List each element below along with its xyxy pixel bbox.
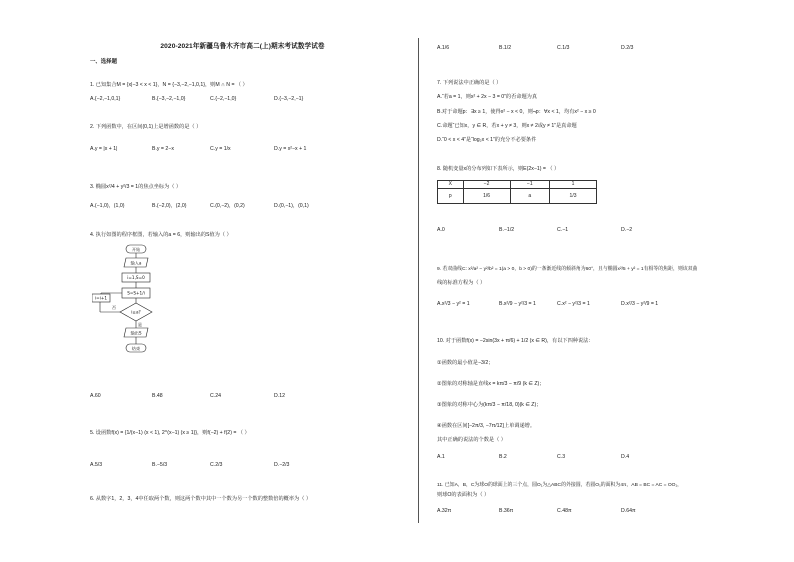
option-a: A.5/3	[90, 462, 103, 468]
option-a: A.x²/3 − y² = 1	[437, 301, 470, 307]
table-cell: a	[510, 189, 550, 204]
exam-title: 2020-2021年新疆乌鲁木齐市高二(上)期末考试数学试卷	[160, 43, 325, 50]
question-10-statement-4: ④函数在区间[−2π/3, −7π/12]上单调递增。	[437, 423, 536, 429]
question-2: 2. 下列函数中，在区间(0,1)上是增函数的是（ ）	[90, 124, 202, 130]
option-d: D.(0,−1)，(0,1)	[274, 203, 309, 209]
option-a: A.1/6	[437, 45, 450, 51]
option-d: D.{−3,−2,−1}	[274, 96, 304, 102]
question-11-continued: 则球O的表面积为（ ）	[437, 492, 490, 498]
option-b: B.y = 2−x	[152, 146, 174, 152]
question-10-statement-1: ①函数的最小值是−3/2；	[437, 360, 494, 366]
question-10: 10. 对于函数f(x) = −2sin(3x + π/6) + 1/2 (x ∈ R)，有以下四种说法：	[437, 338, 594, 344]
option-c: C.24	[210, 393, 221, 399]
option-b: B.(−2,0)，(2,0)	[152, 203, 187, 209]
question-5: 5. 设函数f(x) = {1/(x−1) (x < 1), 2^(x−1) (x ≥ 1)}，则f(−2) + f(2) = （ ）	[90, 430, 250, 436]
question-7-option-a: A.“若a = 1，则x² + 2x − 3 = 0”的否命题为真	[437, 94, 538, 100]
question-3: 3. 椭圆x²/4 + y²/3 = 1的焦点坐标为（ ）	[90, 184, 182, 190]
option-c: C.−1	[557, 227, 569, 233]
flow-input-label: 输入a	[130, 260, 142, 266]
question-10-options	[437, 454, 742, 462]
question-7-option-b: B.对于命题p：∃x ≥ 1，使得x² − x < 0，则¬p：∀x < 1，均有x² − x ≥ 0	[437, 109, 596, 115]
option-d: D.64π	[621, 508, 636, 514]
question-7-option-c: C.命题“已知x，y ∈ R，若x + y ≠ 3，则x ≠ 2或y ≠ 1”是真命题	[437, 123, 577, 129]
option-a: A.{−2,−1,0,1}	[90, 96, 121, 102]
option-c: C.(0,−2)，(0,2)	[210, 203, 245, 209]
question-7: 7. 下列说法中正确的是（ ）	[437, 80, 502, 86]
option-d: D.−2	[621, 227, 633, 233]
option-b: B.−5/3	[152, 462, 168, 468]
option-d: D.x²/3 − y²/9 = 1	[621, 301, 659, 307]
flow-init-label: i=1,S=0	[127, 275, 145, 280]
option-c: C.y = 1/x	[210, 146, 231, 152]
question-8-options	[437, 227, 742, 235]
question-9-continued: 线的标准方程为（ ）	[437, 280, 486, 286]
option-c: C.48π	[557, 508, 572, 514]
option-a: A.(−1,0)，(1,0)	[90, 203, 125, 209]
question-3-options	[90, 203, 395, 211]
flow-no-label: 否	[111, 305, 117, 310]
table-cell: 1	[550, 181, 597, 189]
flow-yes-label: 是	[137, 322, 143, 327]
question-8: 8. 随机变量x的分布列如下表所示，则E(2x−1) = （ ）	[437, 166, 560, 172]
option-a: A.1	[437, 454, 445, 460]
column-divider	[418, 38, 419, 523]
option-b: B.1/2	[499, 45, 512, 51]
question-10-prompt: 其中正确的说法的个数是（ ）	[437, 437, 506, 443]
question-4: 4. 执行如图的程序框图，若输入的a = 6，则输出的S值为（ ）	[90, 232, 232, 238]
option-a: A.y = |x + 1|	[90, 146, 118, 152]
option-d: D.2/3	[621, 45, 634, 51]
question-1: 1. 已知集合M = {x|−3 < x < 1}，N = {−3,−2,−1,0,1}，则M ∩ N = （ ）	[90, 82, 248, 88]
table-row	[438, 181, 597, 189]
option-a: A.60	[90, 393, 101, 399]
table-cell: 1/6	[463, 189, 510, 204]
option-c: C.{−2,−1,0}	[210, 96, 237, 102]
option-d: D.4	[621, 454, 630, 460]
question-9-options	[437, 301, 742, 309]
flow-step-label: S=S+1/i	[127, 290, 145, 296]
section-heading: 一、选择题	[90, 59, 117, 65]
program-flowchart	[92, 244, 162, 384]
question-10-statement-2: ②图象的对称轴是直线x = kπ/3 − π/9 (k ∈ Z)；	[437, 381, 545, 387]
table-cell: X	[438, 181, 464, 189]
table-cell: 1/3	[550, 189, 597, 204]
option-b: B.−1/2	[499, 227, 515, 233]
question-5-options	[90, 462, 395, 470]
question-6: 6. 从数字1，2，3，4中任取两个数，则这两个数中其中一个数为另一个数的整数倍的概率为（ ）	[90, 496, 312, 502]
table-cell: p	[438, 189, 464, 204]
distribution-table	[437, 180, 597, 204]
question-11: 11. 已知A，B，C为球O的球面上的三个点，圆O₁为△ABC的外接圆，若圆O₁的面积为4π，AB = BC = AC = OO₁，	[437, 483, 683, 488]
question-4-options	[90, 393, 395, 401]
table-cell: −2	[463, 181, 510, 189]
flow-start-label: 开始	[131, 247, 141, 252]
table-row	[438, 189, 597, 204]
option-b: B.2	[499, 454, 507, 460]
option-c: C.2/3	[210, 462, 223, 468]
table-cell: −1	[510, 181, 550, 189]
question-10-statement-3: ③图象的对称中心为(kπ/3 − π/18, 0)(k ∈ Z)；	[437, 402, 542, 408]
flow-output-label: 输出S	[130, 330, 142, 336]
option-c: C.1/3	[557, 45, 570, 51]
question-7-option-d: D.“0 < x < 4”是“log₂x < 1”的充分不必要条件	[437, 137, 537, 143]
option-d: D.−2/3	[274, 462, 290, 468]
option-a: A.32π	[437, 508, 452, 514]
question-1-options	[90, 96, 395, 104]
question-11-options	[437, 508, 742, 516]
flow-end-label: 结束	[131, 346, 141, 351]
option-b: B.48	[152, 393, 163, 399]
option-a: A.0	[437, 227, 445, 233]
option-c: C.x² − y²/3 = 1	[557, 301, 590, 307]
option-b: B.x²/9 − y²/3 = 1	[499, 301, 536, 307]
flow-increment-label: i=i+1	[94, 295, 108, 301]
option-d: D.y = x²−x + 1	[274, 146, 307, 152]
option-b: B.{−3,−2,−1,0}	[152, 96, 186, 102]
flow-condition-label: i≥a?	[131, 309, 141, 315]
question-6-options	[437, 45, 742, 53]
option-d: D.12	[274, 393, 285, 399]
option-c: C.3	[557, 454, 566, 460]
question-2-options	[90, 146, 395, 154]
question-9: 9. 若双曲线C: x²/a² − y²/b² = 1(a > 0，b > 0)的一条渐近线的倾斜角为60°，且与椭圆x²/5 + y² = 1有相等的焦距，则该双曲	[437, 267, 698, 272]
option-b: B.36π	[499, 508, 514, 514]
